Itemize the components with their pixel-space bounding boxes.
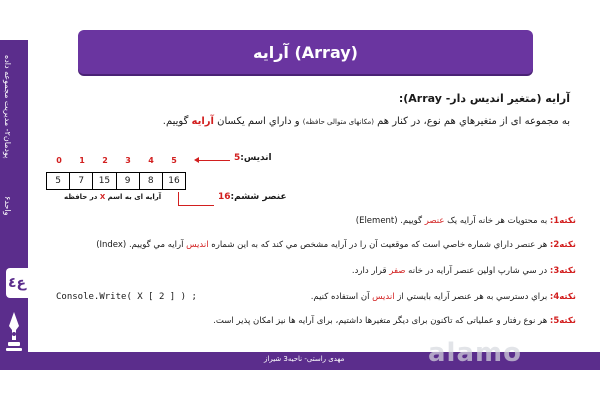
sidebar-text-module: پودمان۲- مدیریت مجموعه داده (3, 55, 12, 159)
note-label: نکته5: (549, 316, 576, 326)
note-term: انديس (372, 292, 395, 302)
index-callout (234, 153, 272, 163)
element-callout (218, 192, 287, 202)
note-term: عنصر (424, 216, 445, 226)
intro-part1: به مجموعه ای از متغیرهاي هم نوع، در كنار هم (377, 116, 570, 127)
index-arrow-line (198, 160, 230, 161)
index-callout-value: 5 (234, 153, 241, 163)
index-label: 5 (171, 156, 177, 165)
page-title: آرایه (Array) (253, 42, 358, 62)
index-label: 3 (125, 156, 131, 165)
note-label: نکته4: (549, 292, 576, 302)
array-cell: 8 (140, 173, 163, 189)
watermark-logo: alamo (428, 338, 522, 368)
index-label: 0 (56, 156, 62, 165)
note-label: نکته1: (549, 216, 576, 226)
sidebar-badge (6, 268, 28, 298)
array-cell: 9 (117, 173, 140, 189)
note-text2: آن استفاده كنيم. (310, 292, 370, 302)
note-text2: گوييم. (Element) (355, 216, 423, 226)
memory-caption-x: X (99, 193, 106, 201)
intro-term: آرايه (191, 116, 214, 127)
element-callout-value: 16 (218, 192, 231, 202)
note-3 (352, 266, 576, 276)
note-term: انديس (186, 240, 209, 250)
note-text: براي دسترسي به هر عنصر آرايه بايستي از (397, 292, 548, 302)
note-text: به محتويات هر خانه آرايه يک (447, 216, 548, 226)
intro-part3: گوييم. (162, 116, 189, 127)
array-cell: 16 (168, 176, 180, 186)
array-cells (46, 172, 186, 190)
note-label: نکته3: (549, 266, 576, 276)
array-cell: 7 (70, 173, 93, 189)
index-label: 4 (148, 156, 154, 165)
memory-caption-part2: در حافظه (64, 193, 98, 201)
array-cell: 5 (47, 173, 70, 189)
note-label: نکته2: (549, 240, 576, 250)
intro-small: (مکانهای متوالی حافظه) (302, 118, 374, 126)
note-1 (356, 216, 576, 226)
note-text: در سي شارپ اولين عنصر آرايه در خانه (408, 266, 548, 276)
note-5 (213, 316, 576, 326)
index-label: 1 (79, 156, 85, 165)
index-arrow-head (194, 157, 199, 163)
intro-part2: و داراي اسم يكسان (217, 116, 300, 127)
note-text: هر نوع رفتار و عملیاتی که تاکنون برای دیگر متغیرها داشتیم، برای آرایه ها نیز امکان پذیر است. (213, 316, 548, 326)
title-banner (78, 30, 533, 74)
code-snippet: Console.Write( X [ 2 ] ) ; (56, 292, 197, 302)
note-text2: آرايه مي گوييم. (Index) (96, 240, 184, 250)
intro-text (163, 116, 570, 127)
left-sidebar (0, 0, 28, 400)
array-cell: 15 (93, 173, 116, 189)
pen-nib-icon (2, 310, 26, 354)
note-4 (311, 292, 576, 302)
index-callout-prefix: اندیس: (240, 153, 272, 163)
index-row (49, 156, 189, 168)
memory-caption (64, 193, 161, 201)
note-text2: قرار دارد. (351, 266, 387, 276)
memory-caption-part1: آرایه ای به اسم (107, 193, 162, 201)
footer-author: مهدی راستی- ناحیه3 شیراز (264, 355, 345, 363)
sidebar-text-unit: واحد۶ (3, 196, 12, 216)
note-text: هر عنصر داراي شماره خاصي است كه موقعيت آن را در آرايه مشخص مي كند كه به اين شماره (211, 240, 548, 250)
note-2 (96, 240, 576, 250)
index-label: 2 (102, 156, 108, 165)
note-term: صفر (389, 266, 406, 276)
element-callout-prefix: عنصر ششم: (230, 192, 287, 202)
element-arrow-line (178, 205, 214, 206)
element-arrow-vertical (178, 192, 179, 206)
section-heading: آرایه (متغیر اندیس دار- Array): (398, 92, 570, 105)
sidebar-badge-label: ع٤ (7, 275, 27, 291)
